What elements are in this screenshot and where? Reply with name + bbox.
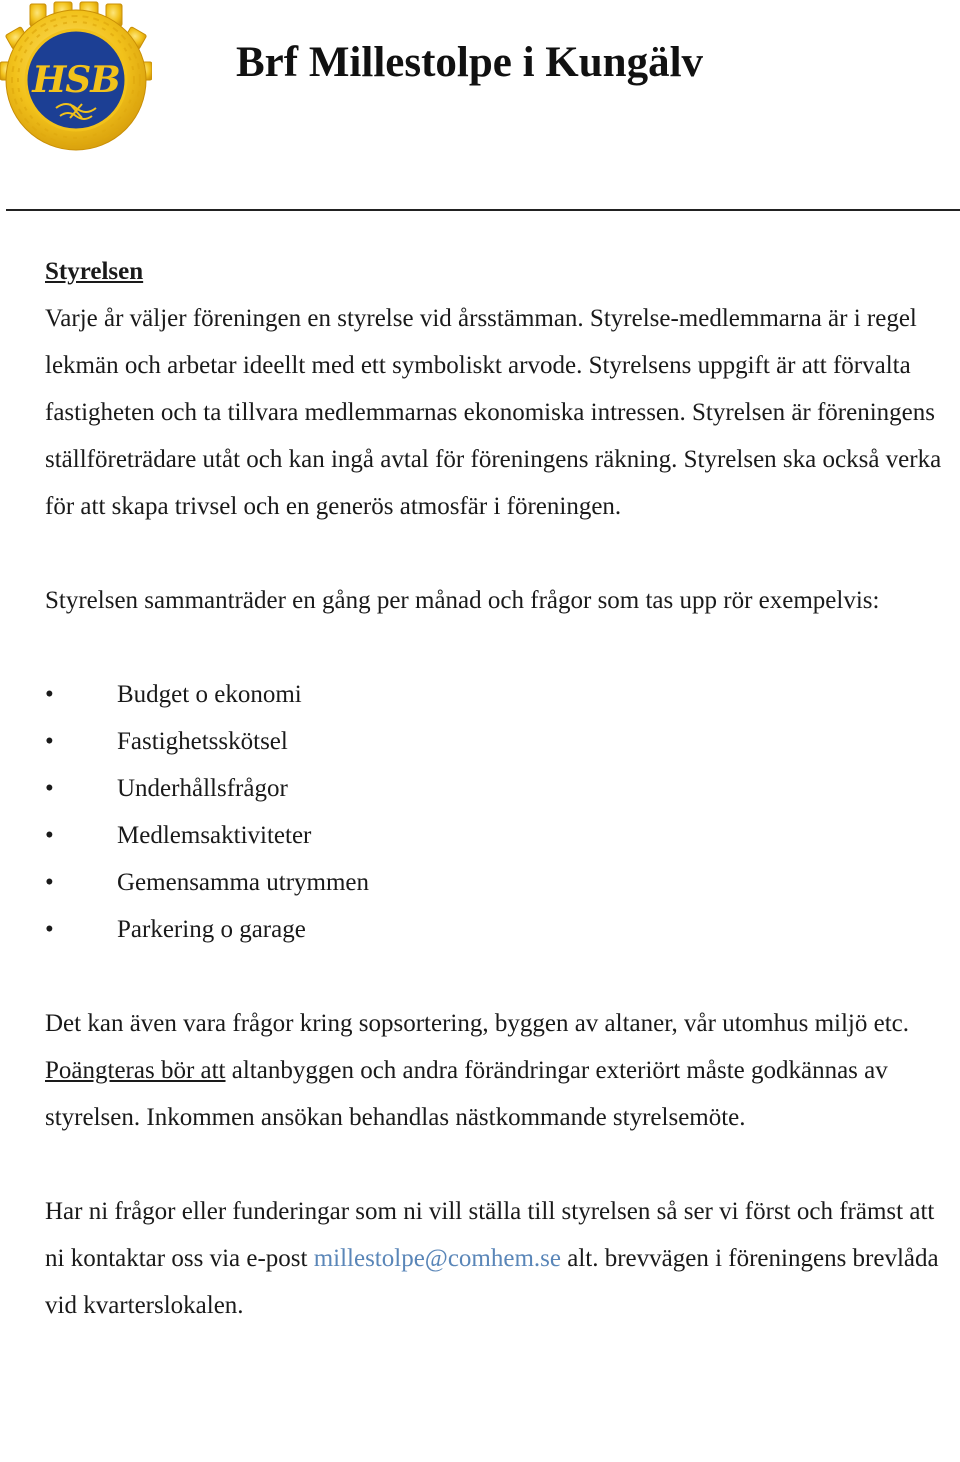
email-link[interactable]: millestolpe@comhem.se <box>313 1245 561 1272</box>
bullet-icon: • <box>45 681 54 708</box>
other-issues-paragraph <box>45 1000 945 1141</box>
document-title: Brf Millestolpe i Kungälv <box>236 39 704 86</box>
hsb-logo <box>0 0 152 156</box>
paragraph-spacer <box>45 953 945 1000</box>
list-item-label: Budget o ekonomi <box>117 681 302 708</box>
list-item-label: Underhållsfrågor <box>117 775 288 802</box>
list-item <box>45 859 945 906</box>
bullet-icon: • <box>45 916 54 943</box>
other-issues-text-continued: altanbyggen och andra förändringar exteriört måste godkännas av styrelsen. Inkommen ansökan behandlas nästkommande styrelsemöte. <box>45 1057 888 1131</box>
list-item-label: Medlemsaktiviteter <box>117 822 312 849</box>
document-body <box>45 248 945 1329</box>
list-item <box>45 671 945 718</box>
header-divider <box>6 209 960 211</box>
bullet-icon: • <box>45 869 54 896</box>
paragraph-spacer <box>45 530 945 577</box>
list-item <box>45 812 945 859</box>
paragraph-spacer <box>45 1141 945 1188</box>
list-item <box>45 765 945 812</box>
list-item <box>45 906 945 953</box>
list-item-label: Fastighetsskötsel <box>117 728 288 755</box>
other-issues-text: Det kan även vara frågor kring sopsortering, byggen av altaner, vår utomhus miljö etc. <box>45 1010 910 1037</box>
bullet-icon: • <box>45 728 54 755</box>
topics-list <box>45 671 945 953</box>
list-item-label: Parkering o garage <box>117 916 306 943</box>
section-heading: Styrelsen <box>45 258 144 285</box>
contact-paragraph <box>45 1188 945 1329</box>
intro-paragraph: Varje år väljer föreningen en styrelse vid årsstämman. Styrelse-medlemmarna är i regel lekmän och arbetar ideellt med ett symboliskt arvode. Styrelsens uppgift är att förvalta fastigheten och ta tillvara medlemmarnas ekonomiska intressen. Styrelsen är föreningens ställföreträdare utåt och kan ingå avtal för föreningens räkning. Styrelsen ska också verka för att skapa trivsel och en generös atmosfär i föreningen. <box>45 305 942 520</box>
paragraph-spacer <box>45 624 945 671</box>
list-item-label: Gemensamma utrymmen <box>117 869 370 896</box>
hsb-logo-lettering: HSB <box>32 59 120 101</box>
contact-text: Har ni frågor eller funderingar som ni vill ställa till styrelsen så ser vi först och främst att ni kontaktar oss via e-post <box>45 1198 935 1272</box>
contact-text-continued: alt. brevvägen i föreningens brevlåda vid kvarterslokalen. <box>45 1245 939 1319</box>
bullet-icon: • <box>45 822 54 849</box>
list-item <box>45 718 945 765</box>
bullet-icon: • <box>45 775 54 802</box>
emphasis-text: Poängteras bör att <box>45 1057 226 1084</box>
meetings-paragraph: Styrelsen sammanträder en gång per månad och frågor som tas upp rör exempelvis: <box>45 587 880 614</box>
